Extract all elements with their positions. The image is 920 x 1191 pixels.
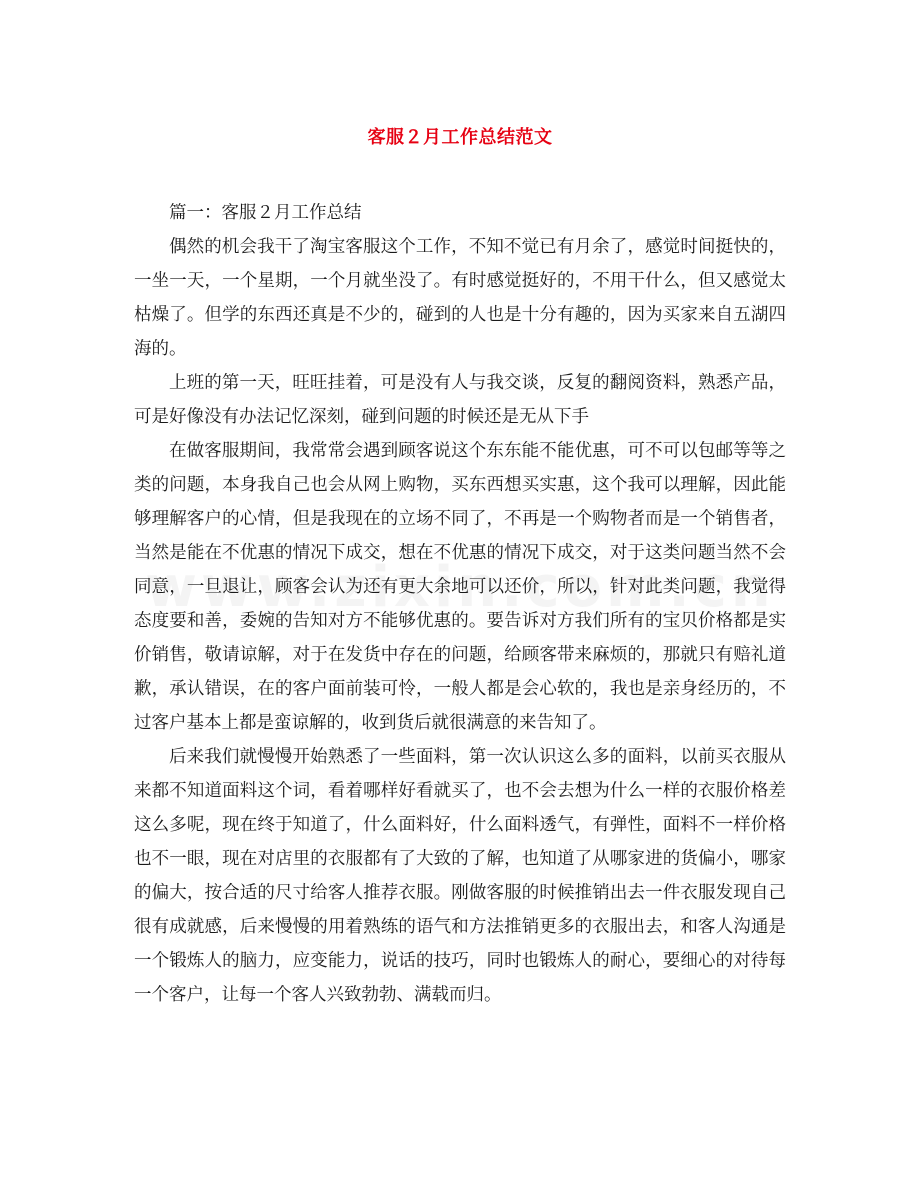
section-heading: 篇一：客服２月工作总结 [169,203,362,223]
paragraph: 在做客服期间，我常常会遇到顾客说这个东东能不能优惠，可不可以包邮等等之类的问题，本身我自己也会从网上购物，买东西想买实惠，这个我可以理解，因此能够理解客户的心情，但是我现在的立场不同了，不再是一个购物者而是一个销售者，当然是能在不优惠的情况下成交，想在不优惠的情况下成交，对于这类问题当然不会同意，一旦退让，顾客会认为还有更大余地可以还价，所以，针对此类问题，我觉得态度要和善，委婉的告知对方不能够优惠的。要告诉对方我们所有的宝贝价格都是实价销售，敬请谅解，对于在发货中存在的问题，给顾客带来麻烦的，那就只有赔礼道歉，承认错误，在的客户面前装可怜，一般人都是会心软的，我也是亲身经历的，不过客户基本上都是蛮谅解的，收到货后就很满意的来告知了。 [134,441,786,733]
paragraph: 上班的第一天，旺旺挂着，可是没有人与我交谈，反复的翻阅资料，熟悉产品，可是好像没有办法记忆深刻，碰到问题的时候还是无从下手 [134,373,786,427]
document-title: 客服２月工作总结范文 [367,127,553,148]
paragraph: 偶然的机会我干了淘宝客服这个工作，不知不觉已有月余了，感觉时间挺快的，一坐一天，一个星期，一个月就坐没了。有时感觉挺好的，不用干什么，但又感觉太枯燥了。但学的东西还真是不少的，碰到的人也是十分有趣的，因为买家来自五湖四海的。 [134,237,786,359]
paragraph: 后来我们就慢慢开始熟悉了一些面料，第一次认识这么多的面料，以前买衣服从来都不知道面料这个词，看着哪样好看就买了，也不会去想为什么一样的衣服价格差这么多呢，现在终于知道了，什么面料好，什么面料透气，有弹性，面料不一样价格也不一眼，现在对店里的衣服都有了大致的了解，也知道了从哪家进的货偏小，哪家的偏大，按合适的尺寸给客人推荐衣服。刚做客服的时候推销出去一件衣服发现自己很有成就感，后来慢慢的用着熟练的语气和方法推销更多的衣服出去，和客人沟通是一个锻炼人的脑力，应变能力，说话的技巧，同时也锻炼人的耐心，要细心的对待每一个客户，让每一个客人兴致勃勃、满载而归。 [134,747,786,1005]
document-body [134,196,786,1012]
